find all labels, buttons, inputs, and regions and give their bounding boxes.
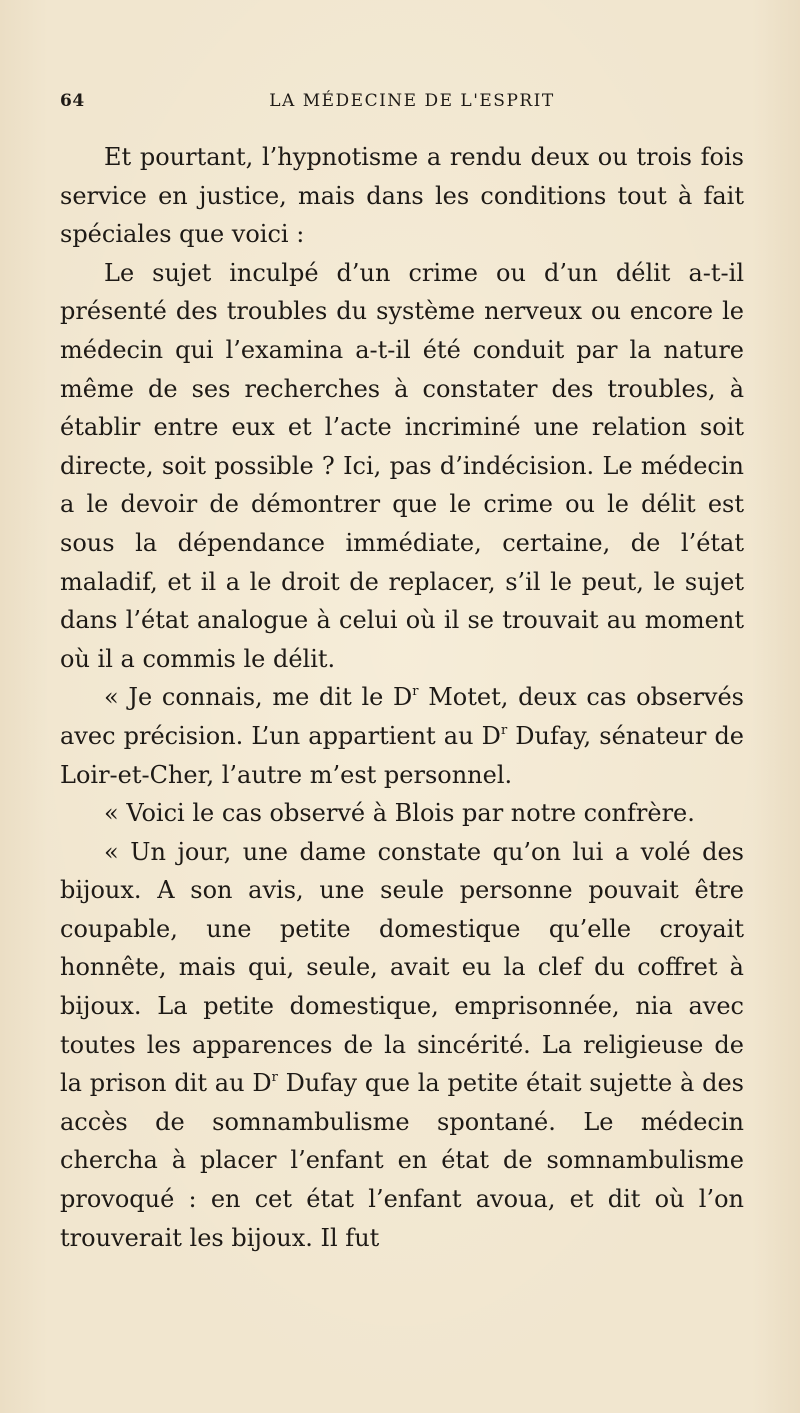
- page-header: [60, 91, 744, 121]
- page-number: 64: [60, 91, 85, 111]
- paragraph-1: Et pourtant, l’hypnotisme a rendu deux ou trois fois service en justice, mais dans les conditions tout à fait spéciales que voici :: [60, 143, 744, 249]
- paragraph-3-text-c: Dufay, sénateur de Loir-et-Cher, l’autre m’est personnel.: [60, 721, 745, 789]
- paragraph-4: « Voici le cas observé à Blois par notre confrère.: [104, 799, 695, 828]
- paragraph-3-text-a: « Je connais, me dit le D: [104, 683, 413, 712]
- running-title: LA MÉDECINE DE L'ESPRIT: [269, 91, 555, 111]
- body-text: [60, 138, 744, 1257]
- superscript-r: r: [271, 1070, 278, 1086]
- paragraph-3-text-b: Motet, deux cas observés avec précision. L’un appartient au D: [60, 683, 744, 750]
- paragraph-5-text-b: Dufay que la petite était sujette à des accès de somnambulisme spontané. Le médecin chercha à placer l’enfant en état de somnambulisme provoqué : en cet état l’enfant avoua, et dit où l’on trouverait les bijoux. Il fut: [60, 1069, 744, 1252]
- paragraph-5: [60, 833, 744, 1258]
- paragraph-3: [60, 678, 744, 794]
- superscript-r: r: [500, 722, 508, 738]
- paragraph-5-text-a: « Un jour, une dame constate qu’on lui a volé des bijoux. A son avis, une seule personne pouvait être coupable, une petite domestique qu’elle croyait honnête, mais qui, seule, avait eu la clef du coffret à bijoux. La petite domestique, emprisonnée, nia avec toutes les apparences de la sincérité. La religieuse de la prison dit au D: [60, 837, 744, 1098]
- superscript-r: r: [412, 684, 419, 700]
- paragraph-2: Le sujet inculpé d’un crime ou d’un délit a-t-il présenté des troubles du système nerveux ou encore le médecin qui l’examina a-t-il été conduit par la nature même de ses recherches à constater des troubles, à établir entre eux et l’acte incriminé une relation soit directe, soit possible ? Ici, pas d’indécision. Le médecin a le devoir de démontrer que le crime ou le délit est sous la dépendance immédiate, certaine, de l’état maladif, et il a le droit de replacer, s’il le peut, le sujet dans l’état analogue à celui où il se trouvait au moment où il a commis le délit.: [60, 258, 744, 673]
